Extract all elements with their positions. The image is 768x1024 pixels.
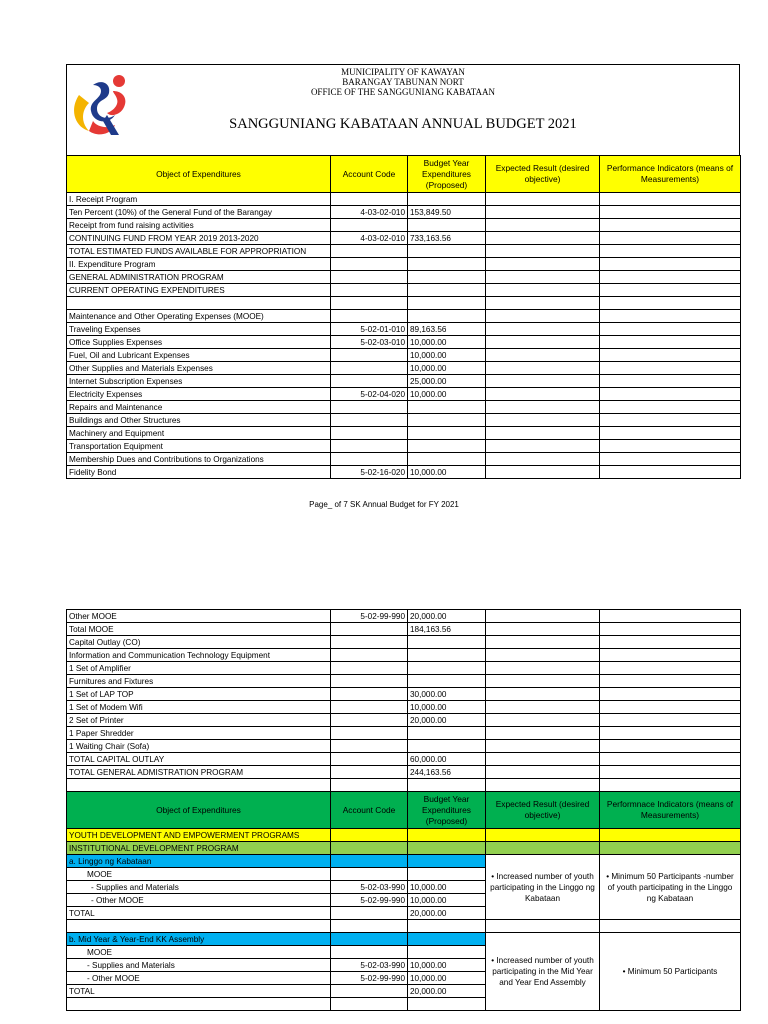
budget-title: SANGGUNIANG KABATAAN ANNUAL BUDGET 2021	[229, 116, 577, 132]
account-code	[331, 662, 408, 675]
budget-amount: 20,000.00	[408, 714, 486, 727]
table-row	[67, 206, 741, 219]
linggo-expected: • Increased number of youth participating in the Linggo ng Kabataan	[486, 855, 600, 920]
account-code	[331, 623, 408, 636]
row-label: 1 Paper Shredder	[67, 727, 331, 740]
indicator-cell	[600, 453, 741, 466]
table-row	[67, 323, 741, 336]
table-row	[67, 688, 741, 701]
table-row	[67, 649, 741, 662]
account-code	[331, 297, 408, 310]
row-label	[67, 779, 331, 792]
indicator-cell	[600, 466, 741, 479]
table-row	[67, 920, 741, 933]
indicator-cell	[600, 649, 741, 662]
row-label: 1 Set of Amplifier	[67, 662, 331, 675]
account-code	[331, 284, 408, 297]
indicator-cell	[600, 636, 741, 649]
table-row	[67, 714, 741, 727]
budget-amount	[408, 219, 486, 232]
expected-cell	[486, 688, 600, 701]
table-row: - Supplies and Materials 5-02-03-990 10,000.00	[67, 959, 741, 972]
table-row	[67, 727, 741, 740]
table-row	[67, 245, 741, 258]
expected-cell	[486, 206, 600, 219]
indicator-cell	[600, 375, 741, 388]
row-label: Machinery and Equipment	[67, 427, 331, 440]
indicator-cell	[600, 688, 741, 701]
table-row	[67, 232, 741, 245]
account-code	[331, 375, 408, 388]
budget-amount	[408, 649, 486, 662]
col-account: Account Code	[331, 156, 408, 193]
row-label: Transportation Equipment	[67, 440, 331, 453]
expected-cell	[486, 271, 600, 284]
row-label: Information and Communication Technology Equipment	[67, 649, 331, 662]
budget-amount	[408, 284, 486, 297]
expected-cell	[486, 427, 600, 440]
budget-header	[66, 64, 740, 155]
budget-amount	[408, 440, 486, 453]
table-row	[67, 740, 741, 753]
table-row	[67, 271, 741, 284]
row-label: Ten Percent (10%) of the General Fund of the Barangay	[67, 206, 331, 219]
indicator-cell	[600, 193, 741, 206]
expected-cell	[486, 219, 600, 232]
youth-program-label: YOUTH DEVELOPMENT AND EMPOWERMENT PROGRAMS	[67, 829, 331, 842]
indicator-cell	[600, 675, 741, 688]
table-row: MOOE	[67, 868, 741, 881]
expected-cell	[486, 362, 600, 375]
budget-amount	[408, 662, 486, 675]
indicator-cell	[600, 714, 741, 727]
row-label: Fidelity Bond	[67, 466, 331, 479]
indicator-cell	[600, 297, 741, 310]
table-row	[67, 219, 741, 232]
col-budget: Budget Year Expenditures (Proposed)	[408, 156, 486, 193]
account-code	[331, 427, 408, 440]
budget-amount: 184,163.56	[408, 623, 486, 636]
expected-cell	[486, 414, 600, 427]
expected-cell	[486, 193, 600, 206]
col-object-2: Object of Expenditures	[67, 792, 331, 829]
table-row	[67, 401, 741, 414]
expected-cell	[486, 779, 600, 792]
budget-amount	[408, 779, 486, 792]
row-label: Maintenance and Other Operating Expenses (MOOE)	[67, 310, 331, 323]
row-label: Receipt from fund raising activities	[67, 219, 331, 232]
budget-amount	[408, 258, 486, 271]
indicator-cell	[600, 271, 741, 284]
budget-amount	[408, 245, 486, 258]
col-object: Object of Expenditures	[67, 156, 331, 193]
account-code	[331, 440, 408, 453]
expected-cell	[486, 623, 600, 636]
indicator-cell	[600, 662, 741, 675]
account-code	[331, 453, 408, 466]
account-code	[331, 349, 408, 362]
budget-amount: 25,000.00	[408, 375, 486, 388]
account-code	[331, 401, 408, 414]
table-row: TOTAL 20,000.00	[67, 907, 741, 920]
account-code	[331, 258, 408, 271]
account-code	[331, 649, 408, 662]
table-row	[67, 466, 741, 479]
table-row	[67, 662, 741, 675]
account-code: 5-02-04-020	[331, 388, 408, 401]
table-row	[67, 753, 741, 766]
row-label: Office Supplies Expenses	[67, 336, 331, 349]
row-label: Electricity Expenses	[67, 388, 331, 401]
account-code	[331, 271, 408, 284]
table-row	[67, 766, 741, 779]
expected-cell	[486, 388, 600, 401]
row-label: Membership Dues and Contributions to Organizations	[67, 453, 331, 466]
kk-assembly-expected: • Increased number of youth participating in the Mid Year and Year End Assembly	[486, 933, 600, 1011]
page-footer: Page_ of 7 SK Annual Budget for FY 2021	[309, 500, 459, 509]
kk-assembly-title-row	[67, 933, 741, 946]
indicator-cell	[600, 349, 741, 362]
table-row	[67, 193, 741, 206]
table-row	[67, 453, 741, 466]
indicator-cell	[600, 740, 741, 753]
indicator-cell	[600, 427, 741, 440]
indicator-cell	[600, 323, 741, 336]
office-line: OFFICE OF THE SANGGUNIANG KABATAAN	[310, 87, 496, 97]
table-row	[67, 362, 741, 375]
table-row	[67, 310, 741, 323]
row-label: Capital Outlay (CO)	[67, 636, 331, 649]
row-label: CURRENT OPERATING EXPENDITURES	[67, 284, 331, 297]
row-label: II. Expenditure Program	[67, 258, 331, 271]
budget-amount: 10,000.00	[408, 349, 486, 362]
indicator-cell	[600, 232, 741, 245]
expected-cell	[486, 258, 600, 271]
row-label: Repairs and Maintenance	[67, 401, 331, 414]
table-header-row	[67, 156, 741, 193]
indicator-cell	[600, 440, 741, 453]
col-budget-2: Budget Year Expenditures (Proposed)	[408, 792, 486, 829]
account-code: 5-02-16-020	[331, 466, 408, 479]
budget-amount	[408, 727, 486, 740]
indicator-cell	[600, 623, 741, 636]
account-code	[331, 740, 408, 753]
col-expected: Expected Result (desired objective)	[486, 156, 600, 193]
indicator-cell	[600, 766, 741, 779]
row-label: Furnitures and Fixtures	[67, 675, 331, 688]
expected-cell	[486, 323, 600, 336]
indicator-cell	[600, 284, 741, 297]
budget-amount	[408, 310, 486, 323]
budget-amount: 10,000.00	[408, 336, 486, 349]
budget-amount	[408, 414, 486, 427]
budget-amount	[408, 427, 486, 440]
expected-cell	[486, 297, 600, 310]
expected-cell	[486, 284, 600, 297]
table-row	[67, 388, 741, 401]
account-code	[331, 675, 408, 688]
account-code: 4-03-02-010	[331, 232, 408, 245]
expected-cell	[486, 714, 600, 727]
indicator-cell	[600, 388, 741, 401]
indicator-cell	[600, 779, 741, 792]
table-row: - Other MOOE 5-02-99-990 10,000.00	[67, 894, 741, 907]
table-row	[67, 440, 741, 453]
linggo-title-row	[67, 855, 741, 868]
table-row: - Other MOOE 5-02-99-990 10,000.00	[67, 972, 741, 985]
row-label: Traveling Expenses	[67, 323, 331, 336]
table-row	[67, 610, 741, 623]
indicator-cell	[600, 336, 741, 349]
budget-amount: 60,000.00	[408, 753, 486, 766]
table-row	[67, 414, 741, 427]
indicator-cell	[600, 701, 741, 714]
account-code	[331, 727, 408, 740]
indicator-cell	[600, 727, 741, 740]
col-performance-2: Performnace Indicators (means of Measurements)	[600, 792, 741, 829]
header-address	[67, 67, 739, 97]
row-label: Total MOOE	[67, 623, 331, 636]
expected-cell	[486, 753, 600, 766]
budget-amount	[408, 401, 486, 414]
row-label: Buildings and Other Structures	[67, 414, 331, 427]
row-label: 1 Set of Modem Wifi	[67, 701, 331, 714]
row-label: TOTAL ESTIMATED FUNDS AVAILABLE FOR APPROPRIATION	[67, 245, 331, 258]
table-row	[67, 336, 741, 349]
expected-cell	[486, 675, 600, 688]
indicator-cell	[600, 206, 741, 219]
budget-amount	[408, 271, 486, 284]
account-code: 5-02-01-010	[331, 323, 408, 336]
budget-amount: 10,000.00	[408, 362, 486, 375]
row-label: CONTINUING FUND FROM YEAR 2019 2013-2020	[67, 232, 331, 245]
row-label: 1 Set of LAP TOP	[67, 688, 331, 701]
account-code	[331, 779, 408, 792]
col-account-2: Account Code	[331, 792, 408, 829]
indicator-cell	[600, 414, 741, 427]
row-label: TOTAL CAPITAL OUTLAY	[67, 753, 331, 766]
expected-cell	[486, 662, 600, 675]
municipality-line: MUNICIPALITY OF KAWAYAN	[341, 67, 465, 77]
expected-cell	[486, 610, 600, 623]
budget-amount	[408, 193, 486, 206]
expected-cell	[486, 701, 600, 714]
budget-amount	[408, 636, 486, 649]
expected-cell	[486, 310, 600, 323]
table-row: - Supplies and Materials 5-02-03-990 10,000.00	[67, 881, 741, 894]
budget-amount	[408, 297, 486, 310]
table-row	[67, 375, 741, 388]
linggo-title: a. Linggo ng Kabataan	[67, 855, 331, 868]
account-code	[331, 753, 408, 766]
budget-amount	[408, 740, 486, 753]
account-code	[331, 636, 408, 649]
linggo-indicator: • Minimum 50 Participants -number of youth participating in the Linggo ng Kabataan	[600, 855, 741, 920]
budget-amount: 153,849.50	[408, 206, 486, 219]
indicator-cell	[600, 401, 741, 414]
row-label	[67, 297, 331, 310]
expected-cell	[486, 766, 600, 779]
institutional-row	[67, 842, 741, 855]
table-row	[67, 349, 741, 362]
account-code	[331, 688, 408, 701]
expected-cell	[486, 232, 600, 245]
table-row: TOTAL 20,000.00	[67, 985, 741, 998]
indicator-cell	[600, 610, 741, 623]
budget-amount	[408, 675, 486, 688]
budget-amount: 30,000.00	[408, 688, 486, 701]
account-code	[331, 193, 408, 206]
kk-assembly-title: b. Mid Year & Year-End KK Assembly	[67, 933, 331, 946]
col-performance: Performance Indicators (means of Measurements)	[600, 156, 741, 193]
expected-cell	[486, 636, 600, 649]
budget-amount: 733,163.56	[408, 232, 486, 245]
expected-cell	[486, 349, 600, 362]
budget-table-page2	[66, 609, 741, 1011]
budget-amount: 10,000.00	[408, 388, 486, 401]
budget-table-page1	[66, 155, 741, 479]
row-label: Fuel, Oil and Lubricant Expenses	[67, 349, 331, 362]
row-label: GENERAL ADMINISTRATION PROGRAM	[67, 271, 331, 284]
table-row	[67, 779, 741, 792]
expected-cell	[486, 453, 600, 466]
expected-cell	[486, 245, 600, 258]
row-label: Other MOOE	[67, 610, 331, 623]
row-label: 1 Waiting Chair (Sofa)	[67, 740, 331, 753]
table-row	[67, 427, 741, 440]
account-code	[331, 219, 408, 232]
barangay-line: BARANGAY TABUNAN NORT	[342, 77, 464, 87]
col-expected-2: Expected Result (desired objective)	[486, 792, 600, 829]
row-label: TOTAL GENERAL ADMISTRATION PROGRAM	[67, 766, 331, 779]
row-label: 2 Set of Printer	[67, 714, 331, 727]
table-row	[67, 623, 741, 636]
expected-cell	[486, 336, 600, 349]
indicator-cell	[600, 753, 741, 766]
row-label: I. Receipt Program	[67, 193, 331, 206]
account-code: 5-02-99-990	[331, 610, 408, 623]
budget-amount: 10,000.00	[408, 466, 486, 479]
budget-amount: 244,163.56	[408, 766, 486, 779]
account-code	[331, 362, 408, 375]
expected-cell	[486, 649, 600, 662]
budget-amount: 20,000.00	[408, 610, 486, 623]
account-code	[331, 414, 408, 427]
youth-program-row	[67, 829, 741, 842]
expected-cell	[486, 440, 600, 453]
expected-cell	[486, 740, 600, 753]
table-row: MOOE	[67, 946, 741, 959]
expected-cell	[486, 375, 600, 388]
table-row	[67, 258, 741, 271]
budget-amount: 10,000.00	[408, 701, 486, 714]
table-row	[67, 675, 741, 688]
indicator-cell	[600, 219, 741, 232]
budget-amount: 89,163.56	[408, 323, 486, 336]
table-row	[67, 701, 741, 714]
account-code	[331, 310, 408, 323]
table-row	[67, 636, 741, 649]
budget-amount	[408, 453, 486, 466]
indicator-cell	[600, 245, 741, 258]
indicator-cell	[600, 362, 741, 375]
row-label: Other Supplies and Materials Expenses	[67, 362, 331, 375]
row-label: Internet Subscription Expenses	[67, 375, 331, 388]
kk-assembly-indicator: • Minimum 50 Participants	[600, 933, 741, 1011]
expected-cell	[486, 401, 600, 414]
expected-cell	[486, 466, 600, 479]
indicator-cell	[600, 258, 741, 271]
account-code	[331, 714, 408, 727]
account-code	[331, 766, 408, 779]
institutional-label: INSTITUTIONAL DEVELOPMENT PROGRAM	[67, 842, 331, 855]
table-header-row-2	[67, 792, 741, 829]
indicator-cell	[600, 310, 741, 323]
account-code	[331, 701, 408, 714]
account-code: 5-02-03-010	[331, 336, 408, 349]
expected-cell	[486, 727, 600, 740]
table-row	[67, 284, 741, 297]
account-code	[331, 245, 408, 258]
account-code: 4-03-02-010	[331, 206, 408, 219]
table-row	[67, 297, 741, 310]
